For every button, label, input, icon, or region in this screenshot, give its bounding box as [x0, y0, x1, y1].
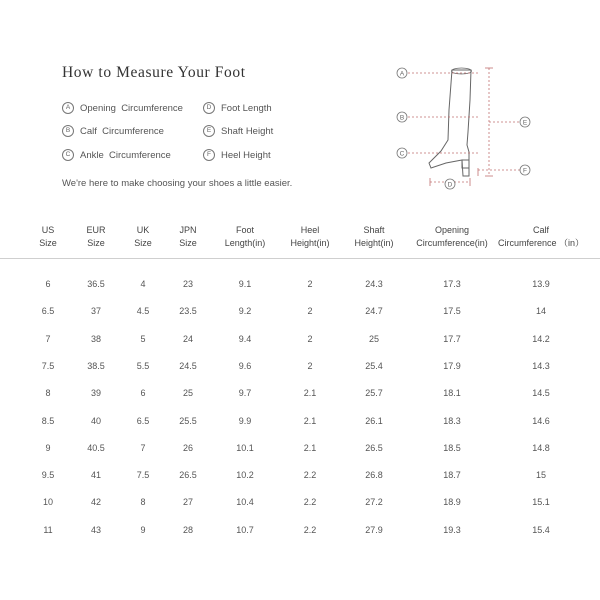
- table-cell: 18.3: [443, 415, 461, 426]
- diagram-label-e: [520, 117, 530, 127]
- table-cell: 9: [45, 442, 51, 453]
- legend-label: Shaft Height: [221, 125, 274, 137]
- table-cell: 6: [140, 388, 146, 399]
- table-cell: 43: [90, 524, 101, 535]
- table-cell: 9.6: [238, 360, 252, 371]
- legend-label: Opening Circumference: [80, 102, 183, 114]
- legend-letter: C: [62, 149, 74, 161]
- column-header: US Size: [39, 225, 57, 248]
- table-cell: 25.7: [365, 388, 383, 399]
- column-header: UK Size: [134, 225, 152, 248]
- header-divider: [0, 258, 600, 259]
- table-cell: 10.7: [236, 524, 254, 535]
- table-cell: 6.5: [41, 306, 55, 317]
- table-cell: 2.1: [303, 415, 317, 426]
- svg-text:C: C: [399, 150, 405, 158]
- table-cell: 9.2: [238, 306, 252, 317]
- table-cell: 13.9: [532, 279, 550, 289]
- table-cell: 25: [368, 333, 379, 344]
- table-cell: 2.1: [303, 388, 317, 399]
- diagram-label-a: [397, 68, 407, 78]
- table-cell: 15.4: [532, 524, 550, 535]
- table-cell: 15: [535, 470, 546, 481]
- table-cell: 15.1: [532, 497, 550, 508]
- table-cell: 10.4: [236, 497, 254, 508]
- table-cell: 26.1: [365, 415, 383, 426]
- table-cell: 10: [42, 497, 53, 508]
- table-cell: 6: [45, 279, 51, 289]
- legend-letter: D: [203, 102, 215, 114]
- table-cell: 9.7: [238, 388, 252, 399]
- table-cell: 2.1: [303, 442, 317, 453]
- legend-label: Heel Height: [221, 149, 271, 161]
- table-cell: 9.5: [41, 470, 55, 481]
- svg-text:A: A: [399, 70, 405, 78]
- table-cell: 14.3: [532, 360, 550, 371]
- table-cell: 8.5: [41, 415, 55, 426]
- legend-label: Foot Length: [221, 102, 272, 114]
- diagram-label-f: [520, 165, 530, 175]
- table-cell: 23.5: [179, 306, 197, 317]
- table-cell: 9.1: [238, 279, 252, 289]
- table-cell: 38.5: [87, 360, 105, 371]
- table-cell: 17.9: [443, 360, 461, 371]
- table-cell: 14.6: [532, 415, 550, 426]
- table-cell: 2: [307, 279, 313, 289]
- table-cell: 2: [307, 333, 313, 344]
- table-cell: 25.5: [179, 415, 197, 426]
- table-cell: 26.8: [365, 470, 383, 481]
- column-header: Calf Circumference （in）: [497, 225, 585, 248]
- table-cell: 18.9: [443, 497, 461, 508]
- table-cell: 18.5: [443, 442, 461, 453]
- table-cell: 14.8: [532, 442, 550, 453]
- table-cell: 39: [90, 388, 101, 399]
- table-cell: 14.5: [532, 388, 550, 399]
- table-cell: 37: [90, 306, 101, 317]
- table-cell: 9: [140, 524, 146, 535]
- table-cell: 9.4: [238, 333, 252, 344]
- diagram-label-b: [397, 112, 407, 122]
- table-cell: 7.5: [41, 360, 55, 371]
- legend-label: Ankle Circumference: [80, 149, 171, 161]
- table-cell: 10.1: [236, 442, 254, 453]
- table-cell: 24: [182, 333, 193, 344]
- table-cell: 11: [43, 524, 53, 535]
- legend-label: Calf Circumference: [80, 125, 164, 137]
- table-cell: 26.5: [179, 470, 197, 481]
- table-cell: 24.7: [365, 306, 383, 317]
- table-cell: 5: [140, 333, 146, 344]
- table-cell: 14.2: [532, 333, 550, 344]
- table-cell: 9.9: [238, 415, 252, 426]
- table-cell: 8: [45, 388, 51, 399]
- page-title: How to Measure Your Foot: [62, 64, 246, 81]
- table-cell: 41: [90, 470, 101, 481]
- table-cell: 17.3: [443, 279, 461, 289]
- table-cell: 40.5: [87, 442, 105, 453]
- table-cell: 24.5: [179, 360, 197, 371]
- table-cell: 14: [535, 306, 546, 317]
- column-header: Shaft Height(in): [354, 225, 394, 248]
- table-cell: 42: [90, 497, 101, 508]
- table-cell: 26: [182, 442, 193, 453]
- boot-measurement-diagram: [0, 0, 600, 200]
- table-cell: 2.2: [303, 524, 317, 535]
- table-cell: 17.7: [443, 333, 461, 344]
- table-cell: 6.5: [136, 415, 150, 426]
- svg-text:D: D: [447, 181, 453, 189]
- table-cell: 23: [182, 279, 193, 289]
- table-cell: 27.9: [365, 524, 383, 535]
- table-cell: 10.2: [236, 470, 254, 481]
- legend-letter: F: [203, 149, 215, 161]
- table-cell: 26.5: [365, 442, 383, 453]
- table-cell: 27.2: [365, 497, 383, 508]
- legend-letter: A: [62, 102, 74, 114]
- table-cell: 4: [140, 279, 146, 289]
- table-cell: 24.3: [365, 279, 383, 289]
- table-cell: 36.5: [87, 279, 105, 289]
- table-cell: 2: [307, 306, 313, 317]
- table-cell: 17.5: [443, 306, 461, 317]
- diagram-label-d: [445, 179, 455, 189]
- table-cell: 2: [307, 360, 313, 371]
- table-cell: 7.5: [136, 470, 150, 481]
- svg-text:F: F: [523, 167, 527, 175]
- svg-text:E: E: [522, 119, 528, 127]
- table-cell: 28: [182, 524, 193, 535]
- legend-letter: E: [203, 125, 215, 137]
- table-cell: 38: [90, 333, 101, 344]
- table-cell: 27: [182, 497, 193, 508]
- column-header: Opening Circumference(in): [416, 225, 488, 248]
- table-cell: 18.1: [443, 388, 461, 399]
- table-cell: 7: [140, 442, 146, 453]
- column-header: JPN Size: [179, 225, 197, 248]
- table-cell: 25.4: [365, 360, 383, 371]
- column-header: Heel Height(in): [290, 225, 330, 248]
- legend-letter: B: [62, 125, 74, 137]
- table-cell: 8: [140, 497, 146, 508]
- table-cell: 5.5: [136, 360, 150, 371]
- tagline: We're here to make choosing your shoes a little easier.: [62, 178, 293, 189]
- table-cell: 4.5: [136, 306, 150, 317]
- table-cell: 2.2: [303, 497, 317, 508]
- svg-text:B: B: [399, 114, 405, 122]
- table-cell: 40: [90, 415, 101, 426]
- table-cell: 18.7: [443, 470, 461, 481]
- table-cell: 7: [45, 333, 51, 344]
- diagram-label-c: [397, 148, 407, 158]
- table-cell: 2.2: [303, 470, 317, 481]
- column-header: EUR Size: [86, 225, 106, 248]
- column-header: Foot Length(in): [224, 225, 266, 248]
- table-cell: 19.3: [443, 524, 461, 535]
- table-cell: 25: [182, 388, 193, 399]
